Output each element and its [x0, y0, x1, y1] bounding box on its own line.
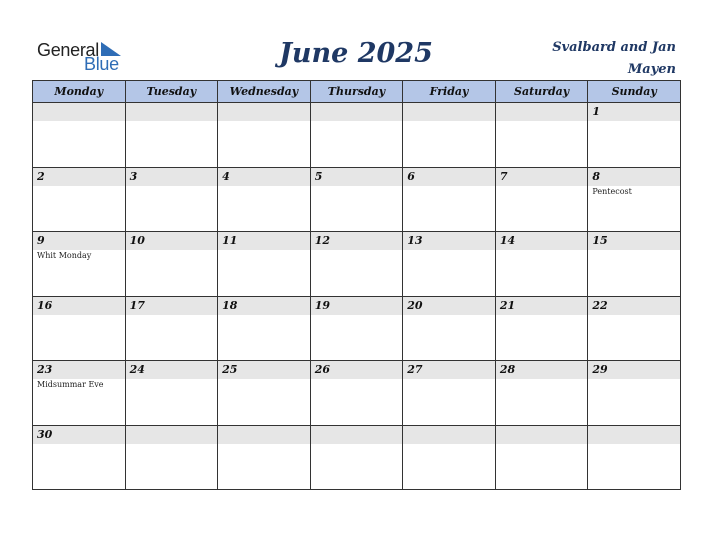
- day-cell: [218, 361, 311, 426]
- day-number: 7: [499, 169, 508, 183]
- day-cell: [403, 425, 496, 490]
- calendar-grid: [32, 80, 681, 490]
- day-number: 23: [37, 363, 53, 376]
- day-cell: [218, 103, 311, 168]
- day-date-bar: [218, 168, 310, 186]
- day-date-bar: [403, 426, 495, 444]
- day-cell: [125, 425, 218, 490]
- day-cell: [495, 103, 588, 168]
- day-body: [126, 444, 218, 489]
- day-date-bar: [126, 426, 218, 444]
- region-line-2: Mayen: [627, 62, 676, 77]
- day-cell: [588, 361, 681, 426]
- day-date-bar: [33, 232, 125, 250]
- day-date-bar: [218, 426, 310, 444]
- day-body: [496, 186, 588, 231]
- day-body: [588, 379, 680, 424]
- day-body: [403, 186, 495, 231]
- day-body: [403, 379, 495, 424]
- weekday-sunday: Sunday: [588, 81, 681, 103]
- day-number: 5: [314, 169, 323, 183]
- day-cell: [310, 167, 403, 232]
- calendar-week-row: [33, 296, 681, 361]
- day-date-bar: [403, 297, 495, 315]
- day-cell: [125, 296, 218, 361]
- calendar-week-row: [33, 167, 681, 232]
- day-body: [311, 444, 403, 489]
- weekday-tuesday: Tuesday: [125, 81, 218, 103]
- day-body: [218, 186, 310, 231]
- day-date-bar: [496, 426, 588, 444]
- day-cell: [403, 167, 496, 232]
- day-number: 29: [592, 363, 608, 376]
- day-number: 6: [407, 169, 415, 183]
- day-cell: [33, 103, 126, 168]
- holiday-label: Whit Monday: [37, 251, 92, 260]
- day-number: 25: [222, 363, 238, 376]
- day-cell: [218, 167, 311, 232]
- day-cell: [495, 232, 588, 297]
- day-date-bar: [33, 168, 125, 186]
- calendar-week-row: [33, 425, 681, 490]
- day-cell: [33, 296, 126, 361]
- day-body: [218, 121, 310, 166]
- day-number: 3: [129, 169, 138, 183]
- day-number: 17: [129, 298, 145, 312]
- day-cell: [310, 361, 403, 426]
- day-cell: [125, 232, 218, 297]
- day-date-bar: [311, 232, 403, 250]
- day-body: [403, 444, 495, 489]
- day-date-bar: [588, 168, 680, 186]
- day-cell: [33, 425, 126, 490]
- day-body: [218, 315, 310, 360]
- day-date-bar: [403, 168, 495, 186]
- day-date-bar: [311, 361, 403, 379]
- logo-general-text: General: [37, 40, 99, 60]
- day-body: [311, 315, 403, 360]
- day-date-bar: [33, 297, 125, 315]
- day-date-bar: [588, 297, 680, 315]
- region-line-1: Svalbard and Jan: [552, 40, 676, 55]
- day-body: [496, 121, 588, 166]
- day-number: 27: [407, 363, 423, 376]
- day-date-bar: [588, 103, 680, 121]
- day-number: 28: [499, 363, 516, 376]
- day-date-bar: [126, 232, 218, 250]
- day-number: 11: [222, 234, 238, 247]
- day-cell: [310, 296, 403, 361]
- day-number: 18: [222, 298, 238, 312]
- day-date-bar: [33, 361, 125, 379]
- day-date-bar: [311, 168, 403, 186]
- day-body: [496, 379, 588, 424]
- day-cell: [125, 361, 218, 426]
- day-cell: [33, 167, 126, 232]
- day-cell: [403, 232, 496, 297]
- day-body: [218, 250, 310, 295]
- day-cell: [403, 103, 496, 168]
- day-body: [311, 379, 403, 424]
- day-date-bar: [126, 361, 218, 379]
- day-date-bar: [588, 232, 680, 250]
- weekday-thursday: Thursday: [310, 81, 403, 103]
- day-date-bar: [126, 103, 218, 121]
- day-number: 22: [592, 298, 608, 312]
- day-date-bar: [311, 103, 403, 121]
- day-cell: [495, 425, 588, 490]
- weekday-friday: Friday: [403, 81, 496, 103]
- weekday-wednesday: Wednesday: [218, 81, 311, 103]
- day-cell: [218, 296, 311, 361]
- weekday-saturday: Saturday: [495, 81, 588, 103]
- day-date-bar: [496, 361, 588, 379]
- day-number: 19: [314, 298, 330, 312]
- day-body: [33, 315, 125, 360]
- logo-blue-text: Blue: [84, 54, 119, 74]
- day-date-bar: [126, 168, 218, 186]
- day-date-bar: [496, 103, 588, 121]
- calendar-week-row: [33, 103, 681, 168]
- day-number: 24: [129, 363, 145, 376]
- day-body: [588, 121, 680, 166]
- day-date-bar: [588, 426, 680, 444]
- day-number: 26: [314, 363, 330, 376]
- day-body: [33, 379, 125, 424]
- day-date-bar: [218, 232, 310, 250]
- day-cell: [310, 103, 403, 168]
- calendar-week-row: [33, 361, 681, 426]
- day-date-bar: [311, 297, 403, 315]
- day-number: 20: [407, 298, 423, 312]
- day-cell: [125, 167, 218, 232]
- day-number: 2: [37, 169, 45, 183]
- day-body: [496, 444, 588, 489]
- day-cell: [310, 232, 403, 297]
- day-date-bar: [218, 297, 310, 315]
- calendar-body: [33, 103, 681, 490]
- day-body: [33, 444, 125, 489]
- day-cell: [218, 425, 311, 490]
- day-number: 16: [37, 298, 53, 312]
- day-body: [218, 379, 310, 424]
- day-number: 15: [592, 234, 608, 247]
- day-cell: [588, 296, 681, 361]
- day-body: [126, 315, 218, 360]
- day-cell: [495, 296, 588, 361]
- day-body: [126, 186, 218, 231]
- day-number: 4: [222, 169, 230, 183]
- day-body: [126, 379, 218, 424]
- day-cell: [403, 296, 496, 361]
- day-body: [588, 186, 680, 231]
- day-body: [588, 315, 680, 360]
- day-number: 21: [499, 298, 516, 312]
- day-body: [588, 250, 680, 295]
- day-date-bar: [218, 361, 310, 379]
- day-body: [126, 250, 218, 295]
- weekday-header-row: [33, 81, 681, 103]
- holiday-label: Pentecost: [592, 186, 632, 196]
- holiday-label: Midsummar Eve: [37, 380, 104, 389]
- region-name: [526, 37, 676, 81]
- day-body: [496, 315, 588, 360]
- day-body: [403, 121, 495, 166]
- day-body: [311, 250, 403, 295]
- day-body: [218, 444, 310, 489]
- day-date-bar: [126, 297, 218, 315]
- day-body: [311, 121, 403, 166]
- day-cell: [495, 167, 588, 232]
- day-number: 14: [499, 234, 516, 247]
- day-cell: [403, 361, 496, 426]
- day-body: [33, 186, 125, 231]
- day-body: [33, 121, 125, 166]
- day-cell: [588, 103, 681, 168]
- day-cell: [588, 425, 681, 490]
- day-date-bar: [496, 168, 588, 186]
- day-cell: [33, 361, 126, 426]
- day-date-bar: [33, 426, 125, 444]
- page-title: June 2025: [279, 38, 433, 69]
- day-number: 9: [37, 234, 45, 247]
- day-number: 12: [314, 234, 330, 247]
- day-body: [126, 121, 218, 166]
- day-cell: [495, 361, 588, 426]
- day-cell: [218, 232, 311, 297]
- day-cell: [588, 232, 681, 297]
- day-body: [496, 250, 588, 295]
- day-date-bar: [588, 361, 680, 379]
- day-number: 8: [592, 169, 601, 183]
- day-body: [403, 315, 495, 360]
- day-body: [311, 186, 403, 231]
- day-number: 30: [37, 427, 53, 441]
- day-date-bar: [218, 103, 310, 121]
- day-date-bar: [496, 232, 588, 250]
- day-date-bar: [403, 103, 495, 121]
- day-body: [33, 250, 125, 295]
- day-number: 13: [407, 234, 423, 247]
- day-date-bar: [403, 361, 495, 379]
- weekday-monday: Monday: [33, 81, 126, 103]
- day-date-bar: [403, 232, 495, 250]
- calendar-week-row: [33, 232, 681, 297]
- day-date-bar: [33, 103, 125, 121]
- day-body: [403, 250, 495, 295]
- day-cell: [125, 103, 218, 168]
- day-date-bar: [496, 297, 588, 315]
- day-number: 1: [592, 105, 601, 118]
- day-cell: [33, 232, 126, 297]
- day-body: [588, 444, 680, 489]
- day-number: 10: [129, 234, 145, 247]
- day-cell: [310, 425, 403, 490]
- day-cell: [588, 167, 681, 232]
- day-date-bar: [311, 426, 403, 444]
